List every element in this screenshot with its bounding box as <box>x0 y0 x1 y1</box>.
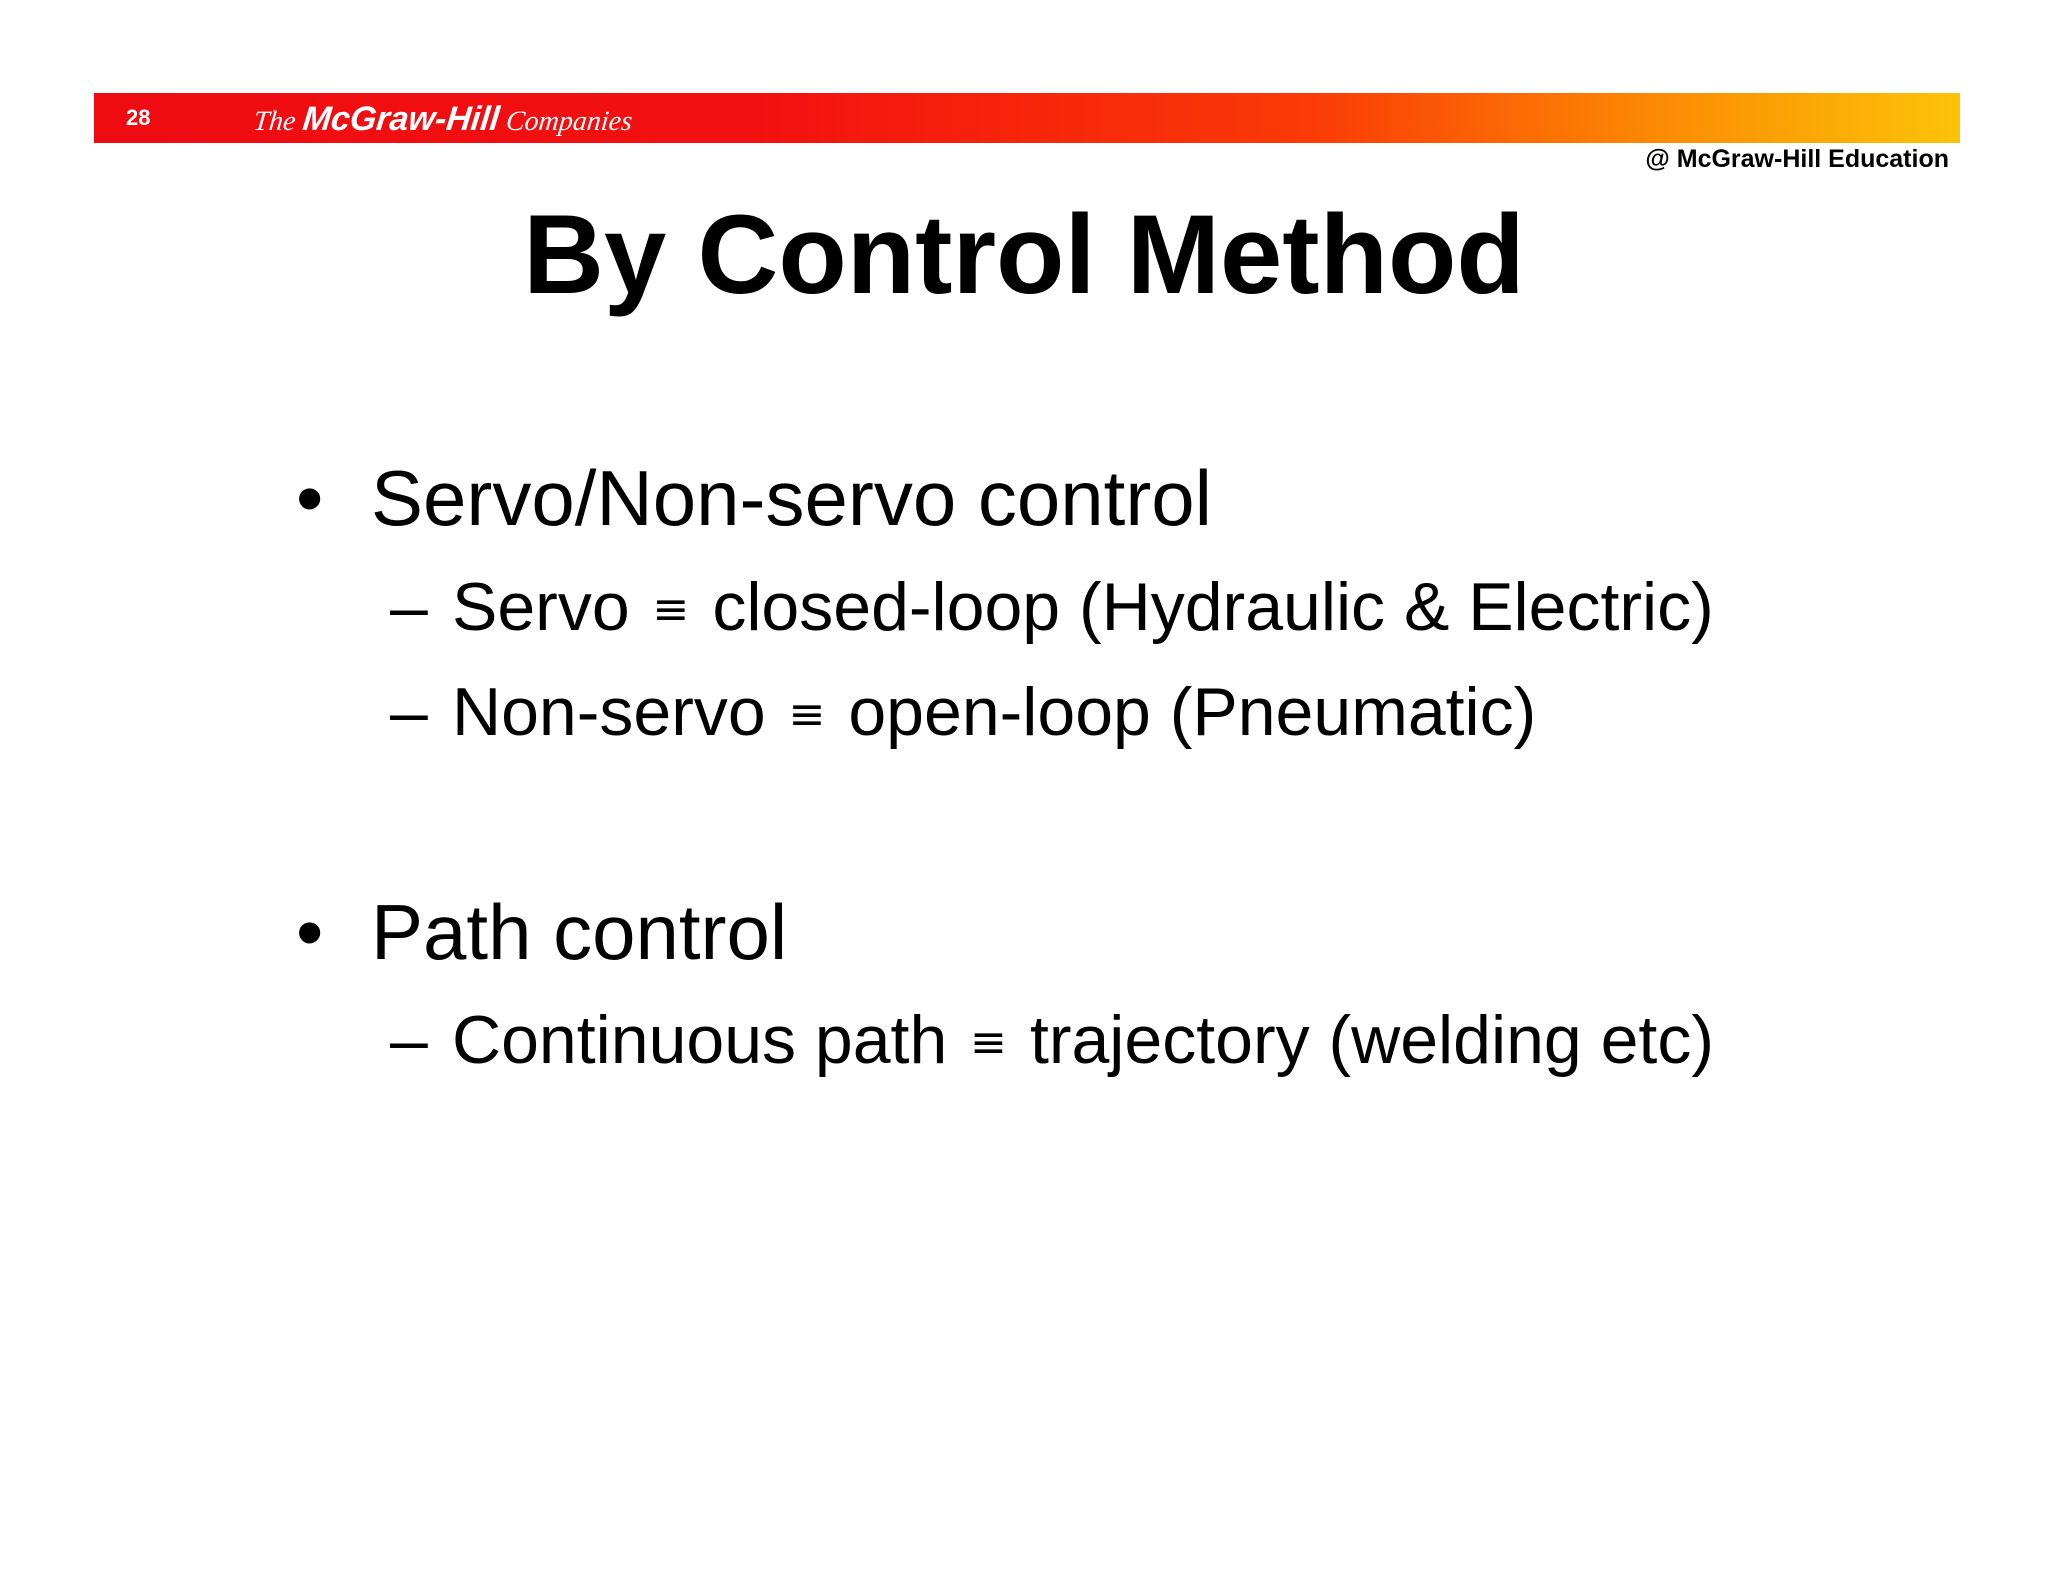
sub-bullet-marker: – <box>390 1002 428 1078</box>
sub-bullet-term: Continuous path <box>452 1002 948 1078</box>
company-logo <box>251 93 635 143</box>
sub-bullet-term: Non-servo <box>452 674 766 750</box>
sub-bullet-marker: – <box>390 674 428 750</box>
sub-bullet-definition: open-loop (Pneumatic) <box>848 674 1537 750</box>
copyright-notice: @ McGraw-Hill Education <box>1645 145 1949 173</box>
bullet-item <box>296 453 1212 543</box>
logo-prefix: The <box>252 106 305 137</box>
bullet-text: Path control <box>371 888 788 976</box>
bullet-item <box>296 887 787 977</box>
sub-bullet-marker: – <box>390 569 428 645</box>
header-bar <box>94 93 1960 143</box>
equivalence-symbol: ≡ <box>788 689 826 740</box>
sub-bullet-item <box>390 1000 1714 1083</box>
sub-bullet-definition: trajectory (welding etc) <box>1029 1002 1714 1078</box>
equivalence-symbol: ≡ <box>652 584 690 635</box>
logo-name: McGraw-Hill <box>300 100 502 138</box>
sub-bullet-item <box>390 567 1714 650</box>
slide-number: 28 <box>126 105 151 130</box>
bullet-marker: • <box>296 454 324 542</box>
equivalence-symbol: ≡ <box>970 1017 1008 1068</box>
sub-bullet-term: Servo <box>452 569 630 645</box>
logo-suffix: Companies <box>497 106 634 137</box>
sub-bullet-definition: closed-loop (Hydraulic & Electric) <box>712 569 1714 645</box>
sub-bullet-item <box>390 672 1536 755</box>
bullet-text: Servo/Non-servo control <box>371 454 1213 542</box>
bullet-marker: • <box>296 888 324 976</box>
slide-title: By Control Method <box>523 192 1525 317</box>
